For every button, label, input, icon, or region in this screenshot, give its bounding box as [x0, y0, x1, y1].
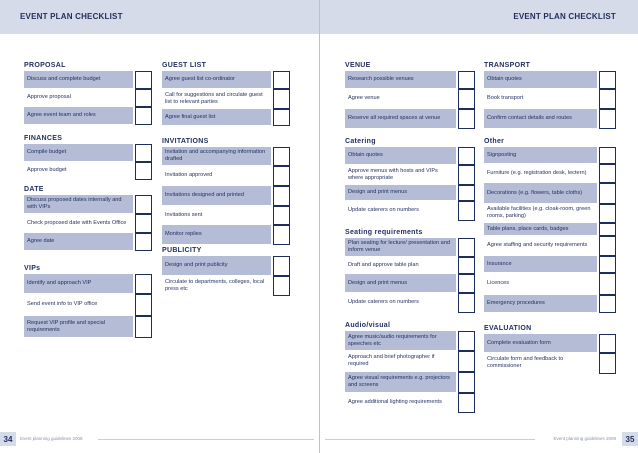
checkbox[interactable]	[599, 109, 616, 129]
checklist-row	[345, 71, 475, 89]
item-label: Agree date	[24, 233, 133, 251]
checkbox[interactable]	[599, 71, 616, 89]
section-finances	[24, 134, 152, 180]
section-title: FINANCES	[24, 135, 63, 142]
item-label: Approach and brief photographer if required	[345, 351, 456, 372]
checkbox[interactable]	[458, 238, 475, 257]
item-label: Update caterers on numbers	[345, 201, 456, 221]
checkbox[interactable]	[599, 89, 616, 109]
checkbox[interactable]	[599, 147, 616, 164]
section-audio-visual	[345, 321, 475, 413]
checkbox[interactable]	[273, 186, 290, 206]
right-page-number: 35	[622, 432, 638, 446]
checkbox[interactable]	[273, 166, 290, 186]
checkbox[interactable]	[458, 185, 475, 201]
item-label: Agree venue	[345, 89, 456, 109]
item-label: Obtain quotes	[484, 71, 597, 89]
checkbox[interactable]	[273, 71, 290, 89]
section-other	[484, 137, 616, 313]
item-label: Research possible venues	[345, 71, 456, 89]
checklist-row	[24, 89, 152, 107]
checklist-row	[24, 144, 152, 162]
item-label: Book transport	[484, 89, 597, 109]
checklist-row	[345, 274, 475, 293]
checklist-row	[162, 147, 290, 166]
item-label: Design and print menus	[345, 185, 456, 201]
checklist-row	[162, 89, 290, 109]
section-vips	[24, 264, 152, 338]
checkbox[interactable]	[458, 331, 475, 351]
checklist-row	[345, 351, 475, 372]
item-label: Request VIP profile and special requirements	[24, 316, 133, 338]
checkbox[interactable]	[135, 162, 152, 180]
checkbox[interactable]	[458, 393, 475, 413]
checkbox[interactable]	[458, 201, 475, 221]
checklist-row	[484, 334, 616, 353]
checkbox[interactable]	[458, 257, 475, 274]
checklist-row	[162, 186, 290, 206]
left-page-number: 34	[0, 432, 16, 446]
checklist-row	[24, 71, 152, 89]
section-title: PROPOSAL	[24, 62, 66, 69]
item-label: Decorations (e.g. flowers, table cloths)	[484, 183, 597, 204]
item-label: Furniture (e.g. registration desk, lectern)	[484, 164, 597, 183]
section-evaluation	[484, 324, 616, 374]
item-label: Design and print menus	[345, 274, 456, 293]
section-title: PUBLICITY	[162, 247, 202, 254]
item-label: Agree guest list co-ordinator	[162, 71, 271, 89]
checklist-row	[345, 331, 475, 351]
checklist-row	[345, 109, 475, 129]
right-footer-rule	[325, 439, 535, 440]
item-label: Invitations sent	[162, 206, 271, 225]
section-transport	[484, 61, 616, 129]
right-page-title: EVENT PLAN CHECKLIST	[513, 12, 616, 21]
checklist-row	[345, 165, 475, 185]
checkbox[interactable]	[599, 353, 616, 374]
item-label: Complete evaluation form	[484, 334, 597, 353]
checklist-row	[24, 316, 152, 338]
item-label: Agree music/audio requirements for speeches etc	[345, 331, 456, 351]
item-label: Approve menus with hosts and VIPs where appropriate	[345, 165, 456, 185]
item-label: Plan seating for lecture/ presentation and inform venue	[345, 238, 456, 257]
section-title: INVITATIONS	[162, 138, 209, 145]
item-label: Call for suggestions and circulate guest list to relevant parties	[162, 89, 271, 109]
section-title: Audio/visual	[345, 322, 391, 329]
checkbox[interactable]	[458, 109, 475, 129]
section-date	[24, 185, 152, 251]
item-label: Discuss proposed dates internally and with VIPs	[24, 195, 133, 214]
item-label: Update caterers on numbers	[345, 293, 456, 313]
checkbox[interactable]	[458, 89, 475, 109]
checkbox[interactable]	[135, 233, 152, 251]
section-invitations	[162, 137, 290, 245]
item-label: Check proposed date with Events Office	[24, 214, 133, 233]
checklist-row	[484, 71, 616, 89]
checklist-row	[162, 71, 290, 89]
section-catering	[345, 137, 475, 221]
section-title: GUEST LIST	[162, 62, 207, 69]
checklist-row	[484, 204, 616, 223]
right-footer-text: Event planning guidelines 2008	[553, 436, 616, 441]
checkbox[interactable]	[458, 147, 475, 165]
checklist-row	[484, 147, 616, 164]
checkbox[interactable]	[273, 89, 290, 109]
checklist-row	[345, 257, 475, 274]
checkbox[interactable]	[458, 372, 475, 393]
item-label: Agree final guest list	[162, 109, 271, 126]
checkbox[interactable]	[135, 89, 152, 107]
checkbox[interactable]	[135, 144, 152, 162]
checkbox[interactable]	[599, 236, 616, 256]
checkbox[interactable]	[135, 195, 152, 214]
checkbox[interactable]	[273, 147, 290, 166]
checkbox[interactable]	[273, 276, 290, 296]
checkbox[interactable]	[458, 71, 475, 89]
checkbox[interactable]	[135, 316, 152, 338]
checklist-row	[345, 293, 475, 313]
item-label: Identify and approach VIP	[24, 274, 133, 294]
item-label: Discuss and complete budget	[24, 71, 133, 89]
checkbox[interactable]	[273, 256, 290, 276]
checklist-row	[484, 164, 616, 183]
item-label: Draft and approve table plan	[345, 257, 456, 274]
checklist-row	[24, 195, 152, 214]
checklist-row	[345, 147, 475, 165]
checklist-row	[162, 256, 290, 276]
checkbox[interactable]	[599, 223, 616, 236]
checklist-row	[24, 214, 152, 233]
item-label: Invitation approved	[162, 166, 271, 186]
checklist-row	[345, 238, 475, 257]
checklist-row	[345, 89, 475, 109]
section-seating	[345, 228, 475, 313]
item-label: Agree visual requirements e.g. projectors and screens	[345, 372, 456, 393]
section-publicity	[162, 246, 290, 296]
checklist-row	[24, 294, 152, 316]
page-spine	[319, 0, 320, 453]
checkbox[interactable]	[273, 109, 290, 126]
item-label: Compile budget	[24, 144, 133, 162]
checkbox[interactable]	[135, 71, 152, 89]
item-label: Obtain quotes	[345, 147, 456, 165]
checkbox[interactable]	[135, 294, 152, 316]
checklist-row	[24, 162, 152, 180]
checkbox[interactable]	[599, 204, 616, 223]
item-label: Available facilities (e.g. cloak-room, green rooms, parking)	[484, 204, 597, 223]
checkbox[interactable]	[273, 206, 290, 225]
checklist-row	[484, 353, 616, 374]
section-venue	[345, 61, 475, 129]
section-title: VIPs	[24, 265, 41, 272]
item-label: Agree staffing and security requirements	[484, 236, 597, 256]
section-proposal	[24, 61, 152, 125]
section-title: Catering	[345, 138, 376, 145]
checklist-row	[162, 225, 290, 245]
item-label: Emergency procedures	[484, 295, 597, 313]
item-label: Approve budget	[24, 162, 133, 180]
item-label: Agree additional lighting requirements	[345, 393, 456, 413]
checklist-row	[24, 107, 152, 125]
item-label: Circulate form and feedback to commissioner	[484, 353, 597, 374]
checkbox[interactable]	[599, 273, 616, 295]
section-title: Other	[484, 138, 505, 145]
checklist-row	[24, 233, 152, 251]
section-title: TRANSPORT	[484, 62, 531, 69]
item-label: Design and print publicity	[162, 256, 271, 276]
item-label: Agree event team and roles	[24, 107, 133, 125]
item-label: Invitations designed and printed	[162, 186, 271, 206]
item-label: Invitation and accompanying information drafted	[162, 147, 271, 166]
checklist-row	[484, 295, 616, 313]
checkbox[interactable]	[458, 293, 475, 313]
item-label: Insurance	[484, 256, 597, 273]
checkbox[interactable]	[599, 295, 616, 313]
section-title: VENUE	[345, 62, 371, 69]
checkbox[interactable]	[273, 225, 290, 245]
item-label: Signposting	[484, 147, 597, 164]
checklist-row	[345, 185, 475, 201]
checklist-row	[345, 201, 475, 221]
checkbox[interactable]	[458, 351, 475, 372]
checklist-row	[484, 256, 616, 273]
left-footer-text: Event planning guidelines 2008	[20, 436, 83, 441]
checkbox[interactable]	[599, 164, 616, 183]
item-label: Confirm contact details and routes	[484, 109, 597, 129]
item-label: Send event info to VIP office	[24, 294, 133, 316]
checkbox[interactable]	[599, 183, 616, 204]
checklist-row	[484, 236, 616, 256]
item-label: Licences	[484, 273, 597, 295]
checklist-row	[484, 109, 616, 129]
left-footer-rule	[98, 439, 314, 440]
section-title: DATE	[24, 186, 44, 193]
checklist-row	[162, 276, 290, 296]
section-title: Seating requirements	[345, 229, 423, 236]
checklist-row	[484, 89, 616, 109]
checklist-row	[484, 183, 616, 204]
checklist-row	[24, 274, 152, 294]
checkbox[interactable]	[135, 274, 152, 294]
checkbox[interactable]	[599, 334, 616, 353]
checkbox[interactable]	[135, 107, 152, 125]
checkbox[interactable]	[458, 165, 475, 185]
checklist-row	[162, 206, 290, 225]
checklist-row	[345, 372, 475, 393]
item-label: Circulate to departments, colleges, local press etc	[162, 276, 271, 296]
checklist-row	[162, 109, 290, 126]
section-title: EVALUATION	[484, 325, 532, 332]
section-guest-list	[162, 61, 290, 126]
item-label: Monitor replies	[162, 225, 271, 245]
checklist-row	[484, 223, 616, 236]
checklist-row	[345, 393, 475, 413]
checkbox[interactable]	[458, 274, 475, 293]
item-label: Table plans, place cards, badges	[484, 223, 597, 236]
item-label: Approve proposal	[24, 89, 133, 107]
checklist-row	[484, 273, 616, 295]
left-page-title: EVENT PLAN CHECKLIST	[20, 12, 123, 21]
item-label: Reserve all required spaces at venue	[345, 109, 456, 129]
checklist-row	[162, 166, 290, 186]
checkbox[interactable]	[599, 256, 616, 273]
checkbox[interactable]	[135, 214, 152, 233]
